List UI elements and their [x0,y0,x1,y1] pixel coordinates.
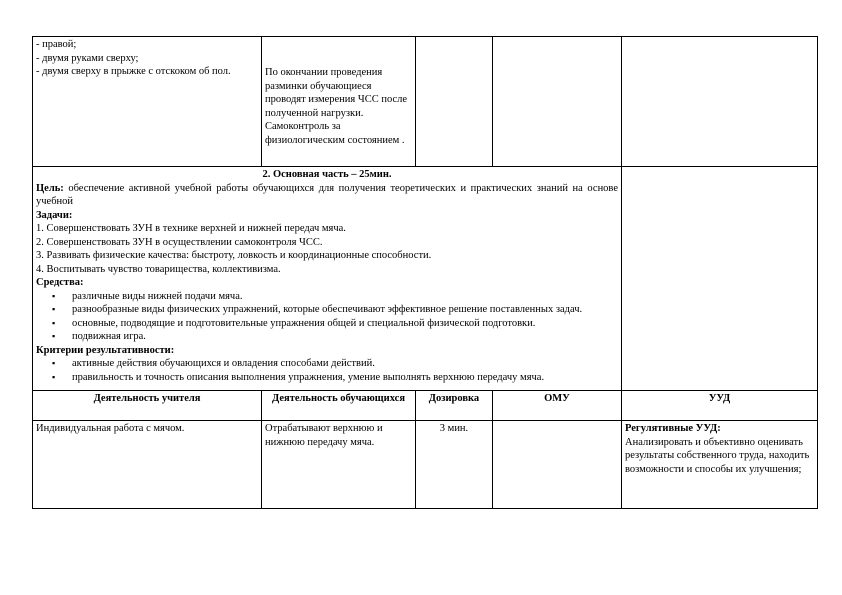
goal-label: Цель: [36,182,64,194]
means-label: Средства: [36,277,84,288]
teacher-activity-header: Деятельность учителя [33,391,262,421]
uud-header: УУД [622,391,818,421]
criteria-label: Критерии результативности: [36,344,175,356]
means-list [36,290,618,344]
table-row [33,421,818,509]
empty-cell [493,37,622,167]
omu-header: ОМУ [493,391,622,421]
section-title: 2. Основная часть – 25мин. [262,169,392,180]
list-item: - правой; [36,39,77,50]
lesson-plan-table [32,36,818,509]
tasks-label: Задачи: [36,209,73,221]
list-item: - двумя сверху в прыжке с отскоком об пол. [36,66,231,77]
uud-cell [622,421,818,509]
list-item: ▪ подвижная игра. [72,330,618,344]
omu-cell [493,421,622,509]
table-row [33,167,818,391]
teacher-activity-cell: Индивидуальная работа с мячом. [33,421,262,509]
heart-rate-control-text: По окончании проведения разминки обучающиеся проводят измерения ЧСС после полученной нагрузки. Самоконтроль за физиологическим состоянием . [265,67,408,146]
list-item: ▪ основные, подводящие и подготовительные упражнения общей и специальной физической подготовки. [72,317,618,331]
main-part-cell [33,167,622,391]
list-item: ▪ различные виды нижней подачи мяча. [72,290,618,304]
list-item: ▪ разнообразные виды физических упражнений, которые обеспечивают эффективное решение поставленных задач. [72,303,618,317]
uud-text: Анализировать и объективно оценивать результаты собственного труда, находить возможности и способы их улучшения; [625,436,810,475]
table-row [33,391,818,421]
dosage-cell: 3 мин. [416,421,493,509]
list-item: ▪ правильность и точность описания выполнения упражнения, умение выполнять верхнюю передачу мяча. [72,371,618,385]
list-item: 3. Развивать физические качества: быстроту, ловкость и координационные способности. [36,250,432,261]
list-item: 4. Воспитывать чувство товарищества, коллективизма. [36,263,281,275]
empty-cell [622,167,818,391]
goal-paragraph [36,182,618,209]
students-activity-header: Деятельность обучающихся [262,391,416,421]
empty-cell [622,37,818,167]
warmup-exercises-cell [33,37,262,167]
empty-cell [416,37,493,167]
heart-rate-control-cell [262,37,416,167]
list-item: 1. Совершенствовать ЗУН в технике верхней и нижней передач мяча. [36,223,346,234]
students-activity-cell: Отрабатывают верхнюю и нижнюю передачу мяча. [262,421,416,509]
criteria-list [36,357,618,384]
list-item: - двумя руками сверху; [36,52,139,64]
dosage-header: Дозировка [416,391,493,421]
uud-label: Регулятивные УУД: [625,423,721,434]
goal-text: обеспечение активной учебной работы обучающихся для получения теоретических и практических знаний на основе учебной [36,182,618,207]
table-row [33,37,818,167]
list-item: ▪ активные действия обучающихся и овладения способами действий. [72,357,618,371]
list-item: 2. Совершенствовать ЗУН в осуществлении самоконтроля ЧСС. [36,236,323,248]
